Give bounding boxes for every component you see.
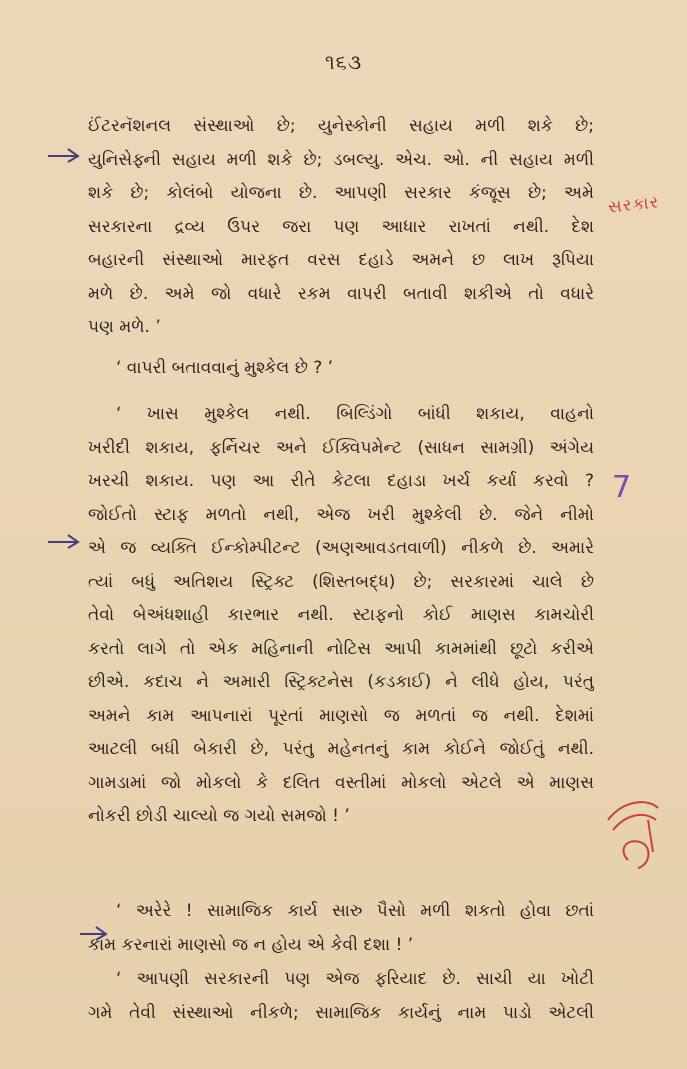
text-line: ગામડામાં જો મોકલો કે દલિત વસ્તીમાં મોકલો એટલે એ માણસ [88, 772, 594, 793]
text-line: ગમે તેવી સંસ્થાઓ નીકળે; સામાજિક કાર્યનું નામ પાડો એટલી [88, 1002, 594, 1023]
text-line: કરતો લાગે તો એક મહિનાની નોટિસ આપી કામમાંથી છૂટો કરીએ [88, 638, 594, 659]
text-line: અમને કામ આપનારાં પૂરતાં માણસો જ મળતાં જ નથી. દેશમાં [88, 705, 594, 726]
paragraph-2 [88, 352, 594, 386]
text-line: ખરીદી શકાય, ફર્નિચર અને ઈક્વિપમેન્ટ (સાધન સામગ્રી) અંગેય [88, 437, 594, 458]
paragraph-1 [88, 110, 594, 345]
text-line: છીએ. કદાચ ને અમારી સ્ટ્રિક્ટનેસ (કડકાઈ) ને લીધે હોય, પરંતુ [88, 672, 594, 692]
paragraph-4 [88, 895, 594, 962]
margin-arrow-icon [46, 530, 86, 552]
text-line: જોઈતો સ્ટાફ મળતો નથી, એજ ખરી મુશ્કેલી છે. જેને નીમો [88, 504, 594, 525]
page-number: ૧૬૩ [324, 50, 363, 74]
text-line: તેવો બેઅંધશાહી કારભાર નથી. સ્ટાફનો કોઈ માણસ કામચોરી [88, 605, 594, 625]
text-line: પણ મળે. ’ [88, 317, 161, 337]
text-line: કામ કરનારાં માણસો જ ન હોય એ કેવી દશા ! ’ [88, 934, 414, 955]
text-line: શકે છે; કોલંબો યોજના છે. આપણી સરકાર કંજૂસ છે; અમે [88, 183, 594, 203]
paragraph-5 [88, 963, 594, 1030]
text-line: આટલી બધી બેકારી છે, પરંતુ મહેનતનું કામ કોઈને જોઈતું નથી. [88, 739, 594, 759]
text-line: બહારની સંસ્થાઓ મારફત વરસ દહાડે અમને છ લાખ રૂપિયા [88, 250, 594, 270]
text-line: ત્યાં બધું અતિશય સ્ટ્રિક્ટ (શિસ્તબદ્ધ) છે; સરકારમાં ચાલે છે [88, 571, 594, 592]
margin-pencil-mark: 7 [612, 470, 632, 505]
text-line: નોકરી છોડી ચાલ્યો જ ગયો સમજો ! ’ [88, 806, 350, 826]
text-line: ‘ વાપરી બતાવવાનું મુશ્કેલ છે ? ’ [116, 358, 334, 378]
margin-handwritten-note: સરકાર [607, 192, 661, 218]
text-line: મળે છે. અમે જો વધારે રકમ વાપરી બતાવી શકીએ તો વધારે [88, 283, 594, 304]
text-line: ‘ ખાસ મુશ્કેલ નથી. બિલ્ડિંગો બાંધી શકાય, વાહનો [116, 404, 594, 424]
text-line: ‘ અરેરે ! સામાજિક કાર્ય સારુ પૈસો મળી શકતો હોવા છતાં [116, 901, 594, 921]
text-line: સરકારના દ્રવ્ય ઉપર જરા પણ આધાર રાખતાં નથી. દેશ [88, 216, 594, 237]
text-line: યુનિસેફ્ની સહાય મળી શકે છે; ડબલ્યુ. એચ. ઓ. ની સહાય મળી [88, 149, 594, 170]
text-line: એ જ વ્યક્તિ ઈન્કોમ્પીટન્ટ (અણઆવડતવાળી) નીકળે છે. અમારે [88, 538, 594, 558]
margin-ink-scribble-icon [598, 790, 668, 880]
paragraph-3 [88, 398, 594, 834]
margin-arrow-icon [78, 922, 118, 944]
text-line: ‘ આપણી સરકારની પણ એજ ફરિયાદ છે. સાચી યા ખોટી [116, 969, 594, 989]
margin-arrow-icon [46, 144, 86, 166]
text-line: ખરચી શકાય. પણ આ રીતે કેટલા દહાડા ખર્ચ કર્યા કરવો ? [88, 471, 594, 491]
text-line: ઈંટરનૅશનલ સંસ્થાઓ છે; યુનેસ્કોની સહાય મળી શકે છે; [88, 116, 594, 136]
